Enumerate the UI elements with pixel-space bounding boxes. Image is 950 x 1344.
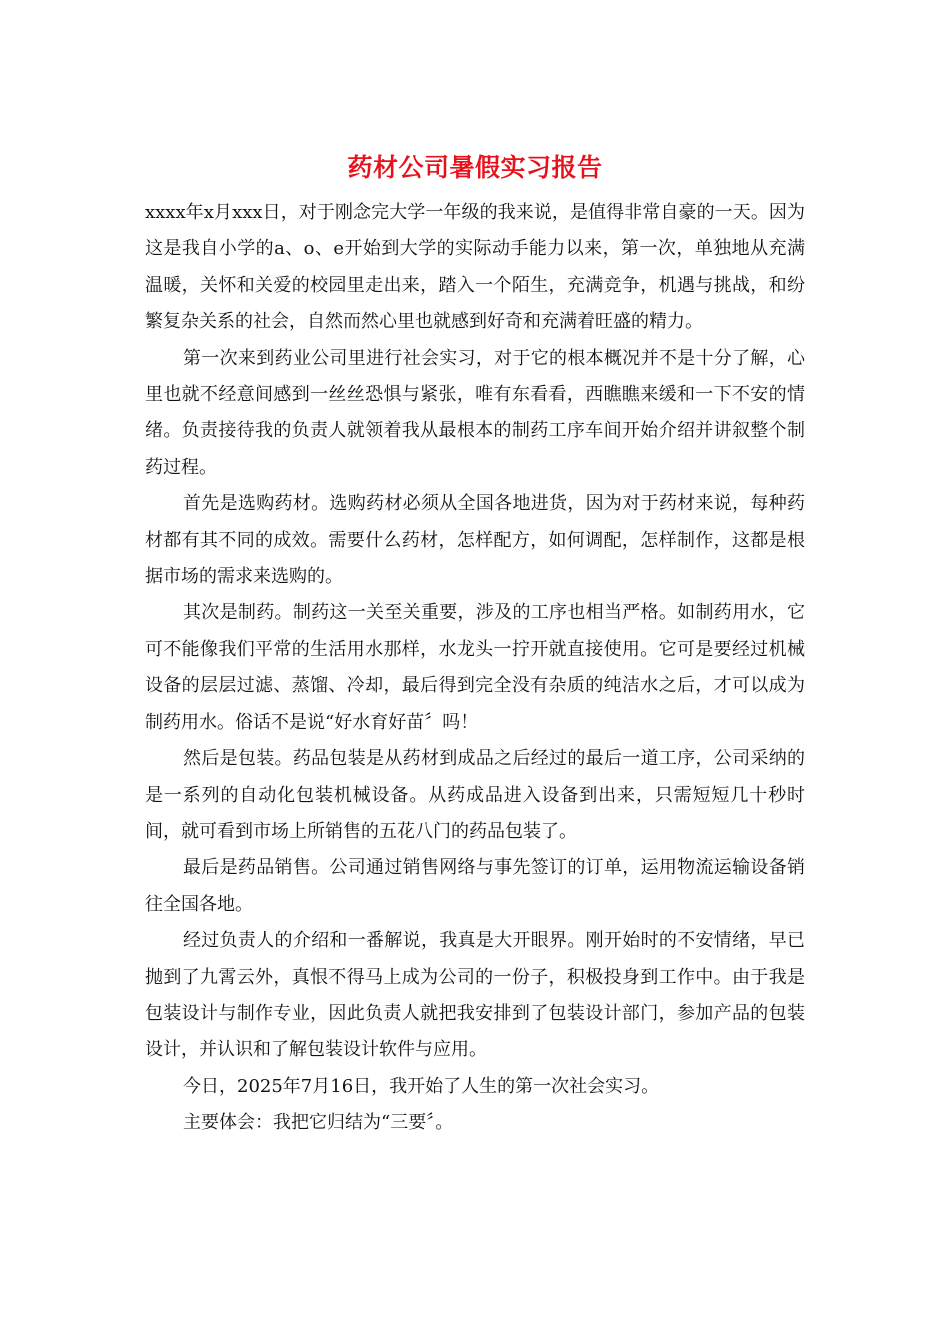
paragraph-1: xxxx年x月xxx日，对于刚念完大学一年级的我来说，是值得非常自豪的一天。因为这是我自小学的a、o、e开始到大学的实际动手能力以来，第一次，单独地从充满温暖，关怀和关爱的校园里走出来，踏入一个陌生，充满竞争，机遇与挑战，和纷繁复杂关系的社会，自然而然心里也就感到好奇和充满着旺盛的精力。	[145, 202, 805, 333]
paragraph-6: 最后是药品销售。公司通过销售网络与事先签订的订单，运用物流运输设备销往全国各地。	[145, 857, 805, 915]
document-title: 药材公司暑假实习报告	[347, 153, 603, 182]
paragraph-7: 经过负责人的介绍和一番解说，我真是大开眼界。刚开始时的不安情绪，早已抛到了九霄云外，真恨不得马上成为公司的一份子，积极投身到工作中。由于我是包装设计与制作专业，因此负责人就把我安排到了包装设计部门，参加产品的包装设计，并认识和了解包装设计软件与应用。	[145, 930, 805, 1061]
paragraph-5: 然后是包装。药品包装是从药材到成品之后经过的最后一道工序，公司采纳的是一系列的自动化包装机械设备。从药成品进入设备到出来，只需短短几十秒时间，就可看到市场上所销售的五花八门的药品包装了。	[145, 748, 805, 842]
paragraph-2: 第一次来到药业公司里进行社会实习，对于它的根本概况并不是十分了解，心里也就不经意间感到一丝丝恐惧与紧张，唯有东看看，西瞧瞧来缓和一下不安的情绪。负责接待我的负责人就领着我从最根本的制药工序车间开始介绍并讲叙整个制药过程。	[145, 347, 805, 478]
paragraph-4: 其次是制药。制药这一关至关重要，涉及的工序也相当严格。如制药用水，它可不能像我们平常的生活用水那样，水龙头一拧开就直接使用。它可是要经过机械设备的层层过滤、蒸馏、冷却，最后得到完全没有杂质的纯洁水之后，才可以成为制药用水。俗话不是说“好水育好苗〞吗！	[145, 602, 805, 733]
document-body	[145, 195, 805, 1142]
paragraph-3: 首先是选购药材。选购药材必须从全国各地进货，因为对于药材来说，每种药材都有其不同的成效。需要什么药材，怎样配方，如何调配，怎样制作，这都是根据市场的需求来选购的。	[145, 493, 805, 588]
paragraph-9: 主要体会：我把它归结为“三要〞。	[183, 1112, 454, 1134]
paragraph-8: 今日，2025年7月16日，我开始了人生的第一次社会实习。	[183, 1075, 660, 1097]
